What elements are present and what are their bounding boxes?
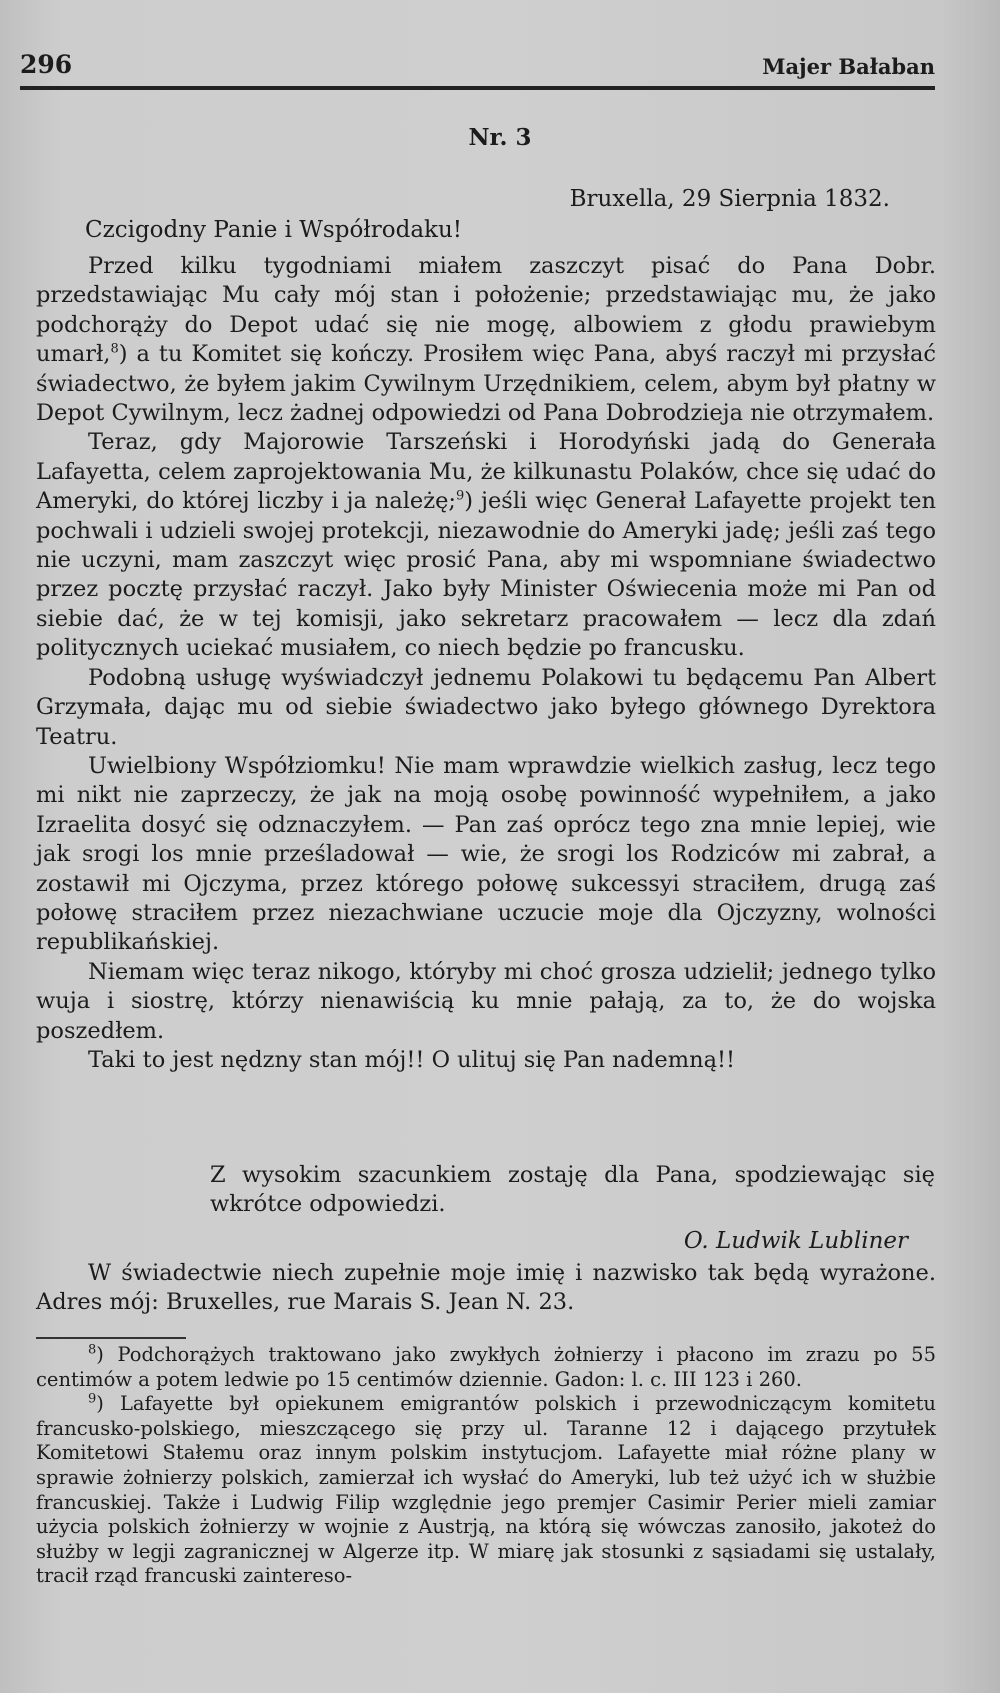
footnote-ref-9: 9 xyxy=(456,488,465,504)
letter-body xyxy=(36,252,936,1075)
place-date: Bruxella, 29 Sierpnia 1832. xyxy=(569,186,890,212)
paragraph-3: Podobną usługę wyświadczył jednemu Polakowi tu będącemu Pan Albert Grzymała, dając mu od siebie świadectwo jako byłego głównego Dyrektora Teatru. xyxy=(36,664,936,750)
paragraph-6: Taki to jest nędzny stan mój!! O ulituj się Pan nademną!! xyxy=(88,1046,736,1073)
salutation: Czcigodny Panie i Współrodaku! xyxy=(85,217,463,243)
letter-number: Nr. 3 xyxy=(468,124,532,151)
signature: O. Ludwik Lubliner xyxy=(683,1228,908,1254)
footnotes xyxy=(36,1343,936,1589)
header-rule xyxy=(20,86,935,90)
paragraph-1: Przed kilku tygodniami miałem zaszczyt pisać do Pana Dobr. przedstawiając Mu cały mój stan i położenie; przedstawiając mu, że jako podchorąży do Depot udać się nie mogę, albowiem z głodu prawiebym umarł,$^8$) a tu Komitet się kończy. Prosiłem więc Pana, abyś raczył mi przysłać świadectwo, że byłem jakim Cywilnym Urzędnikiem, celem, abym był płatny w Depot Cywilnym, lecz żadnej odpowiedzi od Pana Dobrodzieja nie otrzymałem. xyxy=(36,253,936,427)
footnote-ref-8: 8 xyxy=(110,341,119,357)
postscript: W świadectwie niech zupełnie moje imię i nazwisko tak będą wyrażone. Adres mój: Bruxelles, rue Marais S. Jean N. 23. xyxy=(36,1260,936,1316)
page-number: 296 xyxy=(20,50,73,79)
paragraph-4: Uwielbiony Współziomku! Nie mam wprawdzie wielkich zasług, lecz tego mi nikt nie zaprzeczy, że jak na moją osobę powinność wypełniłem, a jako Izraelita dosyć się odznaczyłem. — Pan zaś oprócz tego zna mnie lepiej, wie jak srogi los mnie prześladował — wie, że srogi los Rodziców mi zabrał, a zostawił mi Ojczyma, przez którego połowę sukcessyi straciłem, drugą zaś połowę straciłem przez niezachwiane uczucie moje dla Ojczyzny, wolności republikańskiej. xyxy=(36,752,936,956)
page-header xyxy=(20,50,935,90)
footnote-9: $^9$) Lafayette był opiekunem emigrantów polskich i przewodniczącym komitetu francusko-polskiego, mieszczącego się przy ul. Taranne 12 i dającego przytułek Komitetowi Stałemu oraz innym polskim instytucjom. Lafayette miał różne plany w sprawie żołnierzy polskich, zamierzał ich wysłać do Ameryki, lub też użyć ich w służbie francuskiej. Także i Ludwig Filip względnie jego premjer Casimir Perier mieli zamiar użycia polskich żołnierzy w wojnie z Austrją, na którą się wówczas zanosiło, jakoteż do służby w legji zagranicznej w Algerze itp. W miarę jak stosunki z sąsiadami się ustalały, tracił rząd francuski zaintereso- xyxy=(36,1391,936,1588)
closing: Z wysokim szacunkiem zostaję dla Pana, spodziewając się wkrótce odpowiedzi. xyxy=(210,1162,935,1218)
footnote-rule xyxy=(36,1337,186,1339)
running-head: Majer Bałaban xyxy=(762,54,935,79)
footnote-8: $^8$) Podchorążych traktowano jako zwykłych żołnierzy i płacono im zrazu po 55 centimów a potem ledwie po 15 centimów dziennie. Gadon: l. c. III 123 i 260. xyxy=(36,1342,936,1391)
paragraph-2: Teraz, gdy Majorowie Tarszeński i Horodyński jadą do Generała Lafayetta, celem zaprojektowania Mu, że kilkunastu Polaków, chce się udać do Ameryki, do której liczby i ja należę;$^9$) jeśli więc Generał Lafayette projekt ten pochwali i udzieli swojej protekcji, niezawodnie do Ameryki jadę; jeśli zaś tego nie uczyni, mam zaszczyt więc prosić Pana, aby mi wspomniane świadectwo przez pocztę przysłać raczył. Jako były Minister Oświecenia może mi Pan od siebie dać, że w tej komisji, jako sekretarz pracowałem — lecz dla zdań politycznych uciekać musiałem, co niech będzie po francusku. xyxy=(36,429,936,662)
paragraph-5: Niemam więc teraz nikogo, któryby mi choć grosza udzielił; jednego tylko wuja i siostrę, którzy nienawiścią ku mnie pałają, za to, że do wojska poszedłem. xyxy=(36,958,936,1044)
